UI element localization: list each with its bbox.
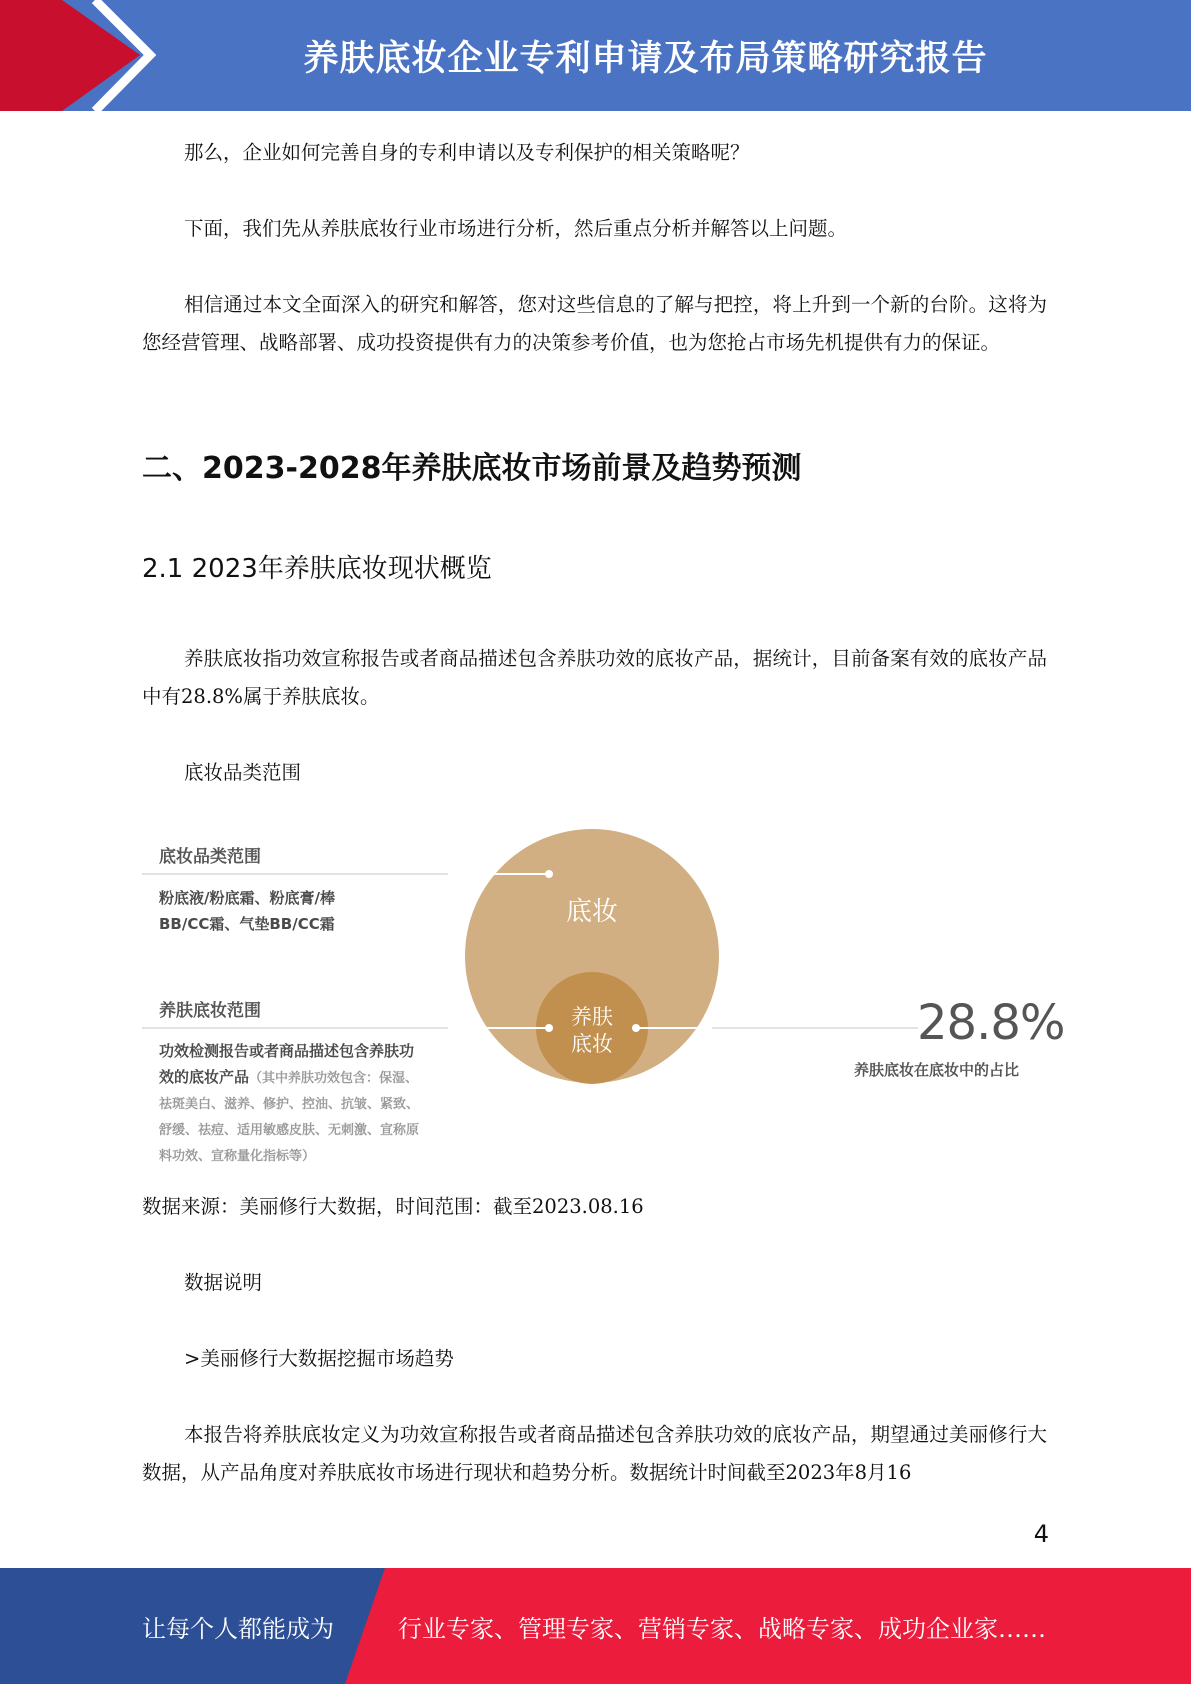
- paragraph-value: 相信通过本文全面深入的研究和解答，您对这些信息的了解与把控，将上升到一个新的台阶。这将为您经营管理、战略部署、成功投资提供有力的决策参考价值，也为您抢占市场先机提供有力的保证。: [142, 293, 1047, 354]
- section-heading: 二、2023-2028年养肤底妆市场前景及趋势预测: [142, 451, 802, 486]
- skincare-share-label: 养肤底妆在底妆中的占比: [854, 1061, 1020, 1079]
- paragraph-definition: 养肤底妆指功效宣称报告或者商品描述包含养肤功效的底妆产品，据统计，目前备案有效的底妆产品中有28.8%属于养肤底妆。: [142, 647, 1047, 708]
- skincare-range-text: [159, 1038, 419, 1170]
- makeup-category-infographic: [142, 820, 1065, 1170]
- data-note-item: >美丽修行大数据挖掘市场趋势: [184, 1347, 454, 1370]
- subsection-heading: 2.1 2023年养肤底妆现状概览: [142, 554, 492, 584]
- skincare-range-line2: [159, 1064, 419, 1092]
- small-circle-label-line2: 底妆: [571, 1032, 613, 1056]
- data-source: 数据来源：美丽修行大数据，时间范围：截至2023.08.16: [142, 1195, 644, 1218]
- skincare-range-heading: 养肤底妆范围: [159, 1001, 261, 1021]
- category-range-text: [159, 885, 335, 937]
- footer-slogan-left: 让每个人都能成为: [142, 1614, 334, 1643]
- small-circle-label-line1: 养肤: [571, 1005, 613, 1029]
- big-circle-label: 底妆: [565, 897, 619, 927]
- skincare-range-line2-note: （其中养肤功效包含：保湿、: [249, 1071, 419, 1086]
- footer-banner: [0, 1568, 1191, 1684]
- skincare-range-line3: 祛斑美白、滋养、修护、控油、抗皱、紧致、: [159, 1097, 420, 1112]
- skincare-range-line2-bold: 效的底妆产品: [159, 1068, 250, 1086]
- data-note-heading: 数据说明: [184, 1271, 263, 1294]
- report-title: 养肤底妆企业专利申请及布局策略研究报告: [303, 38, 988, 79]
- skincare-share-percent: 28.8%: [917, 995, 1065, 1051]
- figure-caption: 底妆品类范围: [184, 761, 302, 784]
- paragraph-report-definition: 本报告将养肤底妆定义为功效宣称报告或者商品描述包含养肤功效的底妆产品，期望通过美丽修行大数据，从产品角度对养肤底妆市场进行现状和趋势分析。数据统计时间截至2023年8月16: [142, 1423, 1047, 1484]
- page-number: 4: [1033, 1520, 1049, 1548]
- header-red-arrow: [0, 0, 140, 111]
- small-circle-left-dot: [545, 1024, 553, 1032]
- skincare-range-line4: 舒缓、祛痘、适用敏感皮肤、无刺激、宣称原: [159, 1123, 420, 1138]
- category-range-heading: 底妆品类范围: [159, 847, 261, 867]
- footer-slogan-right: 行业专家、管理专家、营销专家、战略专家、成功企业家……: [398, 1614, 1046, 1643]
- skincare-range-line1: 功效检测报告或者商品描述包含养肤功: [159, 1042, 415, 1060]
- header-banner: [0, 0, 1191, 111]
- category-range-line2: BB/CC霜、气垫BB/CC霜: [159, 915, 335, 933]
- category-range-line1: 粉底液/粉底霜、粉底膏/棒: [159, 889, 335, 907]
- paragraph-intro: 下面，我们先从养肤底妆行业市场进行分析，然后重点分析并解答以上问题。: [184, 217, 848, 240]
- paragraph-question: 那么，企业如何完善自身的专利申请以及专利保护的相关策略呢？: [184, 141, 750, 164]
- big-circle-dot: [545, 870, 553, 878]
- skincare-range-line5: 料功效、宣称量化指标等）: [159, 1149, 316, 1164]
